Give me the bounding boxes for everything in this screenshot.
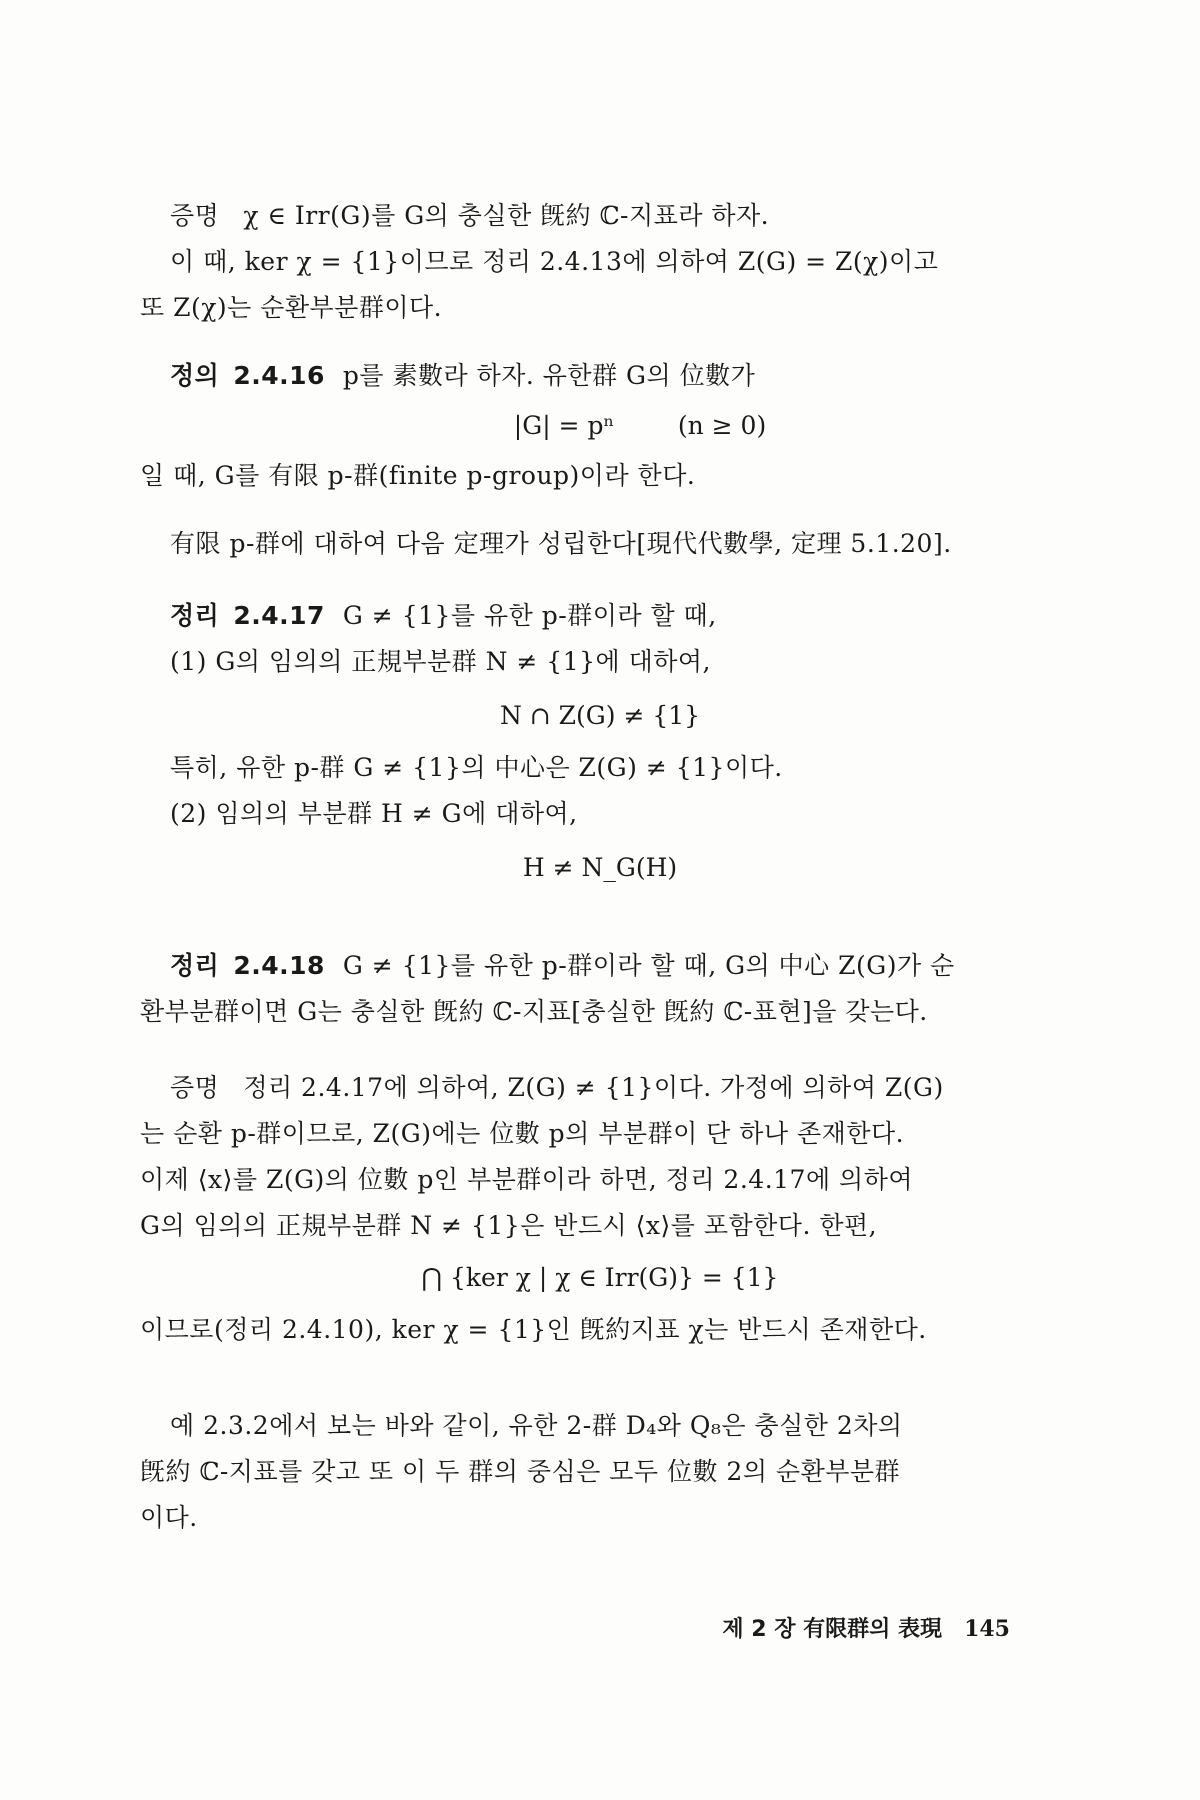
theorem-text: G ≠ {1}를 유한 p-群이라 할 때,	[342, 601, 717, 630]
page-number: 145	[964, 1616, 1010, 1642]
proof-1-line-1	[170, 200, 769, 232]
page-footer	[722, 1612, 1010, 1643]
proof-2-line-5: 이므로(정리 2.4.10), ker χ = {1}인 旣約지표 χ는 반드시 존재한다.	[140, 1315, 927, 1344]
theorem-2-4-18-line-2: 환부분群이면 G는 충실한 旣約 ℂ-지표[충실한 旣約 ℂ-표현]을 갖는다.	[140, 997, 928, 1026]
theorem-label: 정리	[170, 601, 220, 630]
proof-2-line-1	[170, 1072, 944, 1104]
proof-display-equation: ⋂ {ker χ | χ ∈ Irr(G)} = {1}	[421, 1263, 779, 1292]
theorem-label: 정리	[170, 951, 220, 980]
theorem-2-4-17-line-1	[170, 600, 717, 632]
theorem-2-4-18-line-1	[170, 950, 955, 982]
theorem-number: 2.4.17	[233, 601, 325, 630]
proof-label: 증명	[170, 1073, 220, 1102]
example-line-3: 이다.	[140, 1503, 198, 1532]
example-line-1: 예 2.3.2에서 보는 바와 같이, 유한 2-群 D₄와 Q₈은 충실한 2차의	[170, 1411, 903, 1440]
running-chapter-title: 제 2 장 有限群의 表現	[722, 1617, 943, 1642]
proof-1-line-3: 또 Z(χ)는 순환부분群이다.	[140, 293, 443, 322]
definition-display-equation: |G| = pⁿ (n ≥ 0)	[513, 411, 767, 440]
proof-text: 정리 2.4.17에 의하여, Z(G) ≠ {1}이다. 가정에 의하여 Z(G)	[243, 1073, 944, 1102]
definition-label: 정의	[170, 361, 220, 390]
definition-2-4-16-line-2: 일 때, G를 有限 p-群(finite p-group)이라 한다.	[140, 461, 696, 490]
theorem-2-4-17-line-3: 특히, 유한 p-群 G ≠ {1}의 中心은 Z(G) ≠ {1}이다.	[170, 753, 783, 782]
theorem-2-4-17-line-2: (1) G의 임의의 正規부분群 N ≠ {1}에 대하여,	[170, 647, 711, 676]
example-line-2: 旣約 ℂ-지표를 갖고 또 이 두 群의 중심은 모두 位數 2의 순환부분群	[140, 1457, 901, 1486]
proof-text: χ ∈ Irr(G)를 G의 충실한 旣約 ℂ-지표라 하자.	[243, 201, 770, 230]
proof-2-line-3: 이제 ⟨x⟩를 Z(G)의 位數 p인 부분群이라 하면, 정리 2.4.17에 의하여	[140, 1165, 913, 1194]
theorem-text: G ≠ {1}를 유한 p-群이라 할 때, G의 中心 Z(G)가 순	[342, 951, 955, 980]
proof-label: 증명	[170, 201, 220, 230]
theorem-display-equation-1: N ∩ Z(G) ≠ {1}	[499, 701, 701, 730]
proof-1-line-2: 이 때, ker χ = {1}이므로 정리 2.4.13에 의하여 Z(G) = Z(χ)이고	[170, 247, 939, 276]
theorem-display-equation-2: H ≠ N_G(H)	[522, 853, 678, 882]
definition-number: 2.4.16	[233, 361, 325, 390]
theorem-number: 2.4.18	[233, 951, 325, 980]
proof-2-line-2: 는 순환 p-群이므로, Z(G)에는 位數 p의 부분群이 단 하나 존재한다.	[140, 1119, 905, 1148]
theorem-2-4-17-line-4: (2) 임의의 부분群 H ≠ G에 대하여,	[170, 799, 578, 828]
definition-2-4-16-line-1	[170, 360, 755, 392]
proof-2-line-4: G의 임의의 正規부분群 N ≠ {1}은 반드시 ⟨x⟩를 포함한다. 한편,	[140, 1211, 878, 1240]
definition-text: p를 素數라 하자. 유한群 G의 位數가	[342, 361, 756, 390]
finite-p-group-intro: 有限 p-群에 대하여 다음 定理가 성립한다[現代代數學, 定理 5.1.20].	[170, 529, 952, 558]
